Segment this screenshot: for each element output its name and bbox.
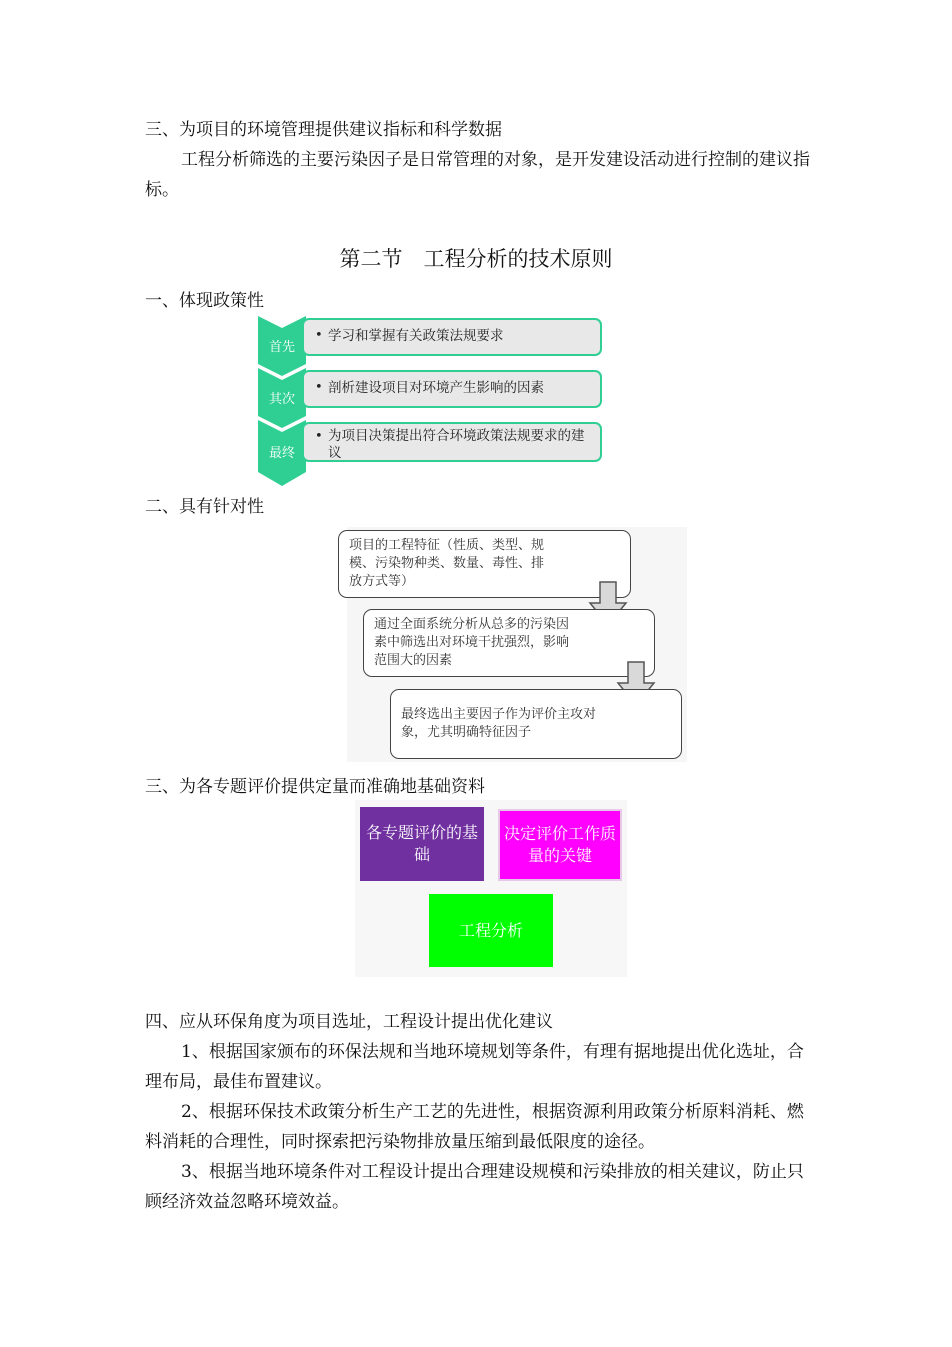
step-first [258, 316, 608, 368]
tile-engineering-analysis: 工程分析 [429, 894, 553, 967]
paragraph-item-1: 1、根据国家颁布的环保法规和当地环境规划等条件，有理有据地提出优化选址，合理布局，最佳布置建议。 [145, 1042, 804, 1092]
tile-topic-basis: 各专题评价的基础 [360, 807, 484, 881]
step-box [302, 370, 602, 408]
bullet-icon: • [315, 380, 323, 395]
heading-quantitative-basis: 三、为各专题评价提供定量而准确地基础资料 [145, 777, 485, 797]
step-text: 学习和掌握有关政策法规要求 [328, 328, 504, 344]
flow-box-line: 模、污染物种类、数量、毒性、排 [349, 556, 545, 571]
heading-optimization: 四、应从环保角度为项目选址，工程设计提出优化建议 [145, 1012, 553, 1032]
step-box [302, 422, 602, 462]
step-label: 最终 [268, 446, 295, 461]
policy-steps-diagram [258, 316, 608, 488]
engineering-analysis-diagram [355, 800, 627, 977]
step-label: 其次 [268, 392, 295, 407]
paragraph-pollution-factors: 工程分析筛选的主要污染因子是日常管理的对象，是开发建设活动进行控制的建议指标。 [145, 150, 810, 200]
flow-box-line: 放方式等） [349, 574, 415, 589]
step-second [258, 368, 608, 420]
flow-box-line: 通过全面系统分析从总多的污染因 [374, 617, 570, 632]
heading-policy: 一、体现政策性 [145, 291, 264, 311]
flow-box-line: 最终选出主要因子作为评价主攻对 [401, 707, 597, 722]
step-box [302, 318, 602, 356]
flow-box-main-factors [390, 689, 682, 759]
flow-box-line: 素中筛选出对环境干扰强烈，影响 [374, 635, 570, 650]
step-label: 首先 [268, 340, 295, 355]
step-text: 剖析建设项目对环境产生影响的因素 [328, 380, 544, 396]
tile-quality-key: 决定评价工作质量的关键 [498, 809, 622, 881]
flow-box-screening [363, 609, 655, 677]
section-title: 第二节 工程分析的技术原则 [339, 247, 613, 271]
flow-box-line: 项目的工程特征（性质、类型、规 [349, 538, 545, 553]
bullet-icon: • [315, 328, 323, 343]
flow-box-line: 范围大的因素 [374, 653, 453, 668]
flow-box-line: 象，尤其明确特征因子 [401, 725, 532, 740]
heading-targeted: 二、具有针对性 [145, 497, 264, 517]
paragraph-item-2: 2、根据环保技术政策分析生产工艺的先进性，根据资源利用政策分析原料消耗、燃料消耗的合理性，同时探索把污染物排放量压缩到最低限度的途径。 [145, 1102, 804, 1152]
step-final [258, 420, 608, 472]
heading-environment-management: 三、为项目的环境管理提供建议指标和科学数据 [145, 120, 502, 140]
paragraph-item-3: 3、根据当地环境条件对工程设计提出合理建设规模和污染排放的相关建议，防止只顾经济效益忽略环境效益。 [145, 1162, 804, 1212]
targeting-flow-diagram [335, 527, 685, 762]
bullet-icon: • [315, 429, 323, 444]
step-text: 为项目决策提出符合环境政策法规要求的建议 [328, 428, 585, 461]
